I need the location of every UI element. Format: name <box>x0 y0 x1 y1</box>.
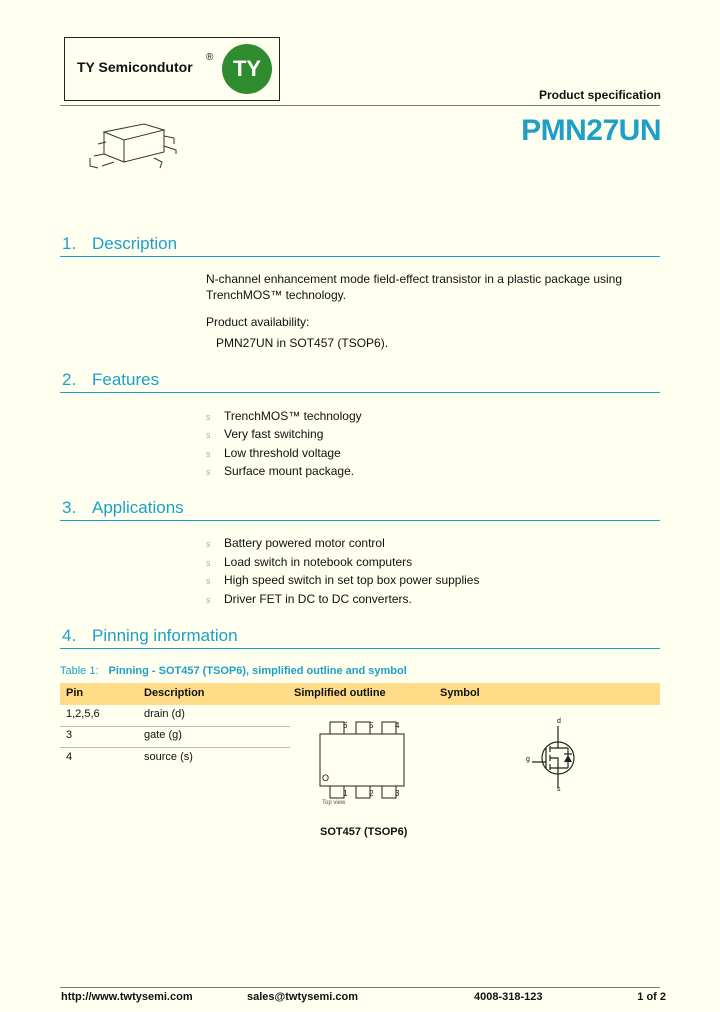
company-logo-box <box>64 37 280 101</box>
pin-label: 6 <box>343 721 348 730</box>
table-cell-description: drain (d) <box>144 708 185 720</box>
section-divider <box>60 520 660 521</box>
availability-label: Product availability: <box>206 315 310 329</box>
list-item: s Surface mount package. <box>206 464 355 478</box>
list-item: s Load switch in notebook computers <box>206 555 413 569</box>
table-cell-description: gate (g) <box>144 729 182 741</box>
bullet-icon: s <box>206 449 211 459</box>
company-name: TY Semicondutor <box>77 59 193 75</box>
bullet-icon: s <box>206 576 211 586</box>
simplified-outline <box>310 716 420 806</box>
bullet-icon: s <box>206 430 211 440</box>
pin-label: 4 <box>395 721 400 730</box>
list-item: s Battery powered motor control <box>206 536 385 550</box>
top-view-label: Top view <box>322 800 346 806</box>
mosfet-symbol-icon <box>520 718 592 796</box>
doc-type: Product specification <box>538 88 661 102</box>
ty-logo-icon: TY <box>222 44 272 94</box>
section-title-pinning: 4. Pinning information <box>62 626 238 645</box>
package-drawing-icon <box>84 114 184 186</box>
column-header-pin: Pin <box>66 687 84 699</box>
website-link[interactable]: http://www.twtysemi.com <box>61 991 193 1003</box>
column-header-symbol: Symbol <box>440 687 480 699</box>
table-caption <box>60 665 407 677</box>
drain-label: d <box>557 718 561 725</box>
mosfet-symbol <box>520 718 592 796</box>
table-title: Pinning - SOT457 (TSOP6), simplified outline and symbol <box>108 665 407 677</box>
bullet-icon: s <box>206 539 211 549</box>
column-header-outline: Simplified outline <box>294 687 386 699</box>
bullet-icon: s <box>206 412 211 422</box>
availability-value: PMN27UN in SOT457 (TSOP6). <box>216 336 389 350</box>
bullet-icon: s <box>206 558 211 568</box>
phone-number: 4008-318-123 <box>474 991 543 1003</box>
list-item: s Driver FET in DC to DC converters. <box>206 592 412 606</box>
bullet-icon: s <box>206 467 211 477</box>
part-number: PMN27UN <box>521 114 661 147</box>
section-divider <box>60 648 660 649</box>
page-number: 1 of 2 <box>637 991 666 1003</box>
table-header <box>60 683 660 705</box>
list-item: s High speed switch in set top box power supplies <box>206 573 480 587</box>
pin-label: 5 <box>369 721 374 730</box>
table-cell-pin: 1,2,5,6 <box>66 708 100 720</box>
bullet-icon: s <box>206 595 211 605</box>
gate-label: g <box>526 756 530 763</box>
table-cell-description: source (s) <box>144 751 193 763</box>
pin1-marker: O <box>322 773 330 783</box>
list-item: s TrenchMOS™ technology <box>206 409 362 423</box>
section-divider <box>60 256 660 257</box>
outline-body-icon <box>310 716 420 806</box>
header-divider <box>60 105 660 106</box>
description-paragraph: N-channel enhancement mode field-effect transistor in a plastic package using TrenchMOS™ technology. <box>206 272 623 302</box>
pin-label: 3 <box>395 789 400 798</box>
pin-label: 2 <box>369 789 374 798</box>
section-title-applications: 3. Applications <box>62 498 184 517</box>
section-divider <box>60 392 660 393</box>
column-header-description: Description <box>144 687 205 699</box>
source-label: s <box>557 786 561 793</box>
table-cell-pin: 4 <box>66 751 73 763</box>
table-label: Table 1: <box>60 665 99 677</box>
email-link[interactable]: sales@twtysemi.com <box>247 991 358 1003</box>
pin-label: 1 <box>343 789 348 798</box>
section-title-features: 2. Features <box>62 370 160 389</box>
table-cell-pin: 3 <box>66 729 73 741</box>
outline-caption: SOT457 (TSOP6) <box>320 826 408 838</box>
row-divider <box>60 726 290 727</box>
footer-divider <box>60 987 660 988</box>
list-item: s Low threshold voltage <box>206 446 341 460</box>
row-divider <box>60 747 290 748</box>
list-item: s Very fast switching <box>206 427 324 441</box>
section-title-description: 1. Description <box>62 234 178 253</box>
registered-mark: ® <box>206 52 214 63</box>
